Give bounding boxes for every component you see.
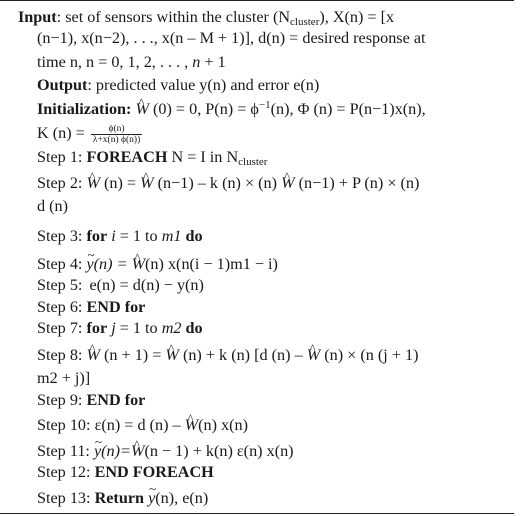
step-8-text-b: (n) + k (n) [d (n) – <box>178 346 307 364</box>
step-5 <box>37 275 204 295</box>
step-1 <box>37 147 267 167</box>
step-7-text: = 1 to <box>115 319 162 337</box>
step-8-w-hat-3: ^ W <box>307 345 320 365</box>
step-11-text-a: (n)= <box>101 442 131 460</box>
step-11 <box>37 441 294 461</box>
input-line-3b: n <box>192 53 201 71</box>
step-12-keyword: END FOREACH <box>94 463 214 481</box>
step-4-text-a: (n) = <box>93 255 132 273</box>
step-5-label: Step 5: <box>37 276 83 294</box>
input-line-3 <box>37 52 226 72</box>
init-sup: −1 <box>258 99 271 111</box>
step-7-keyword: for <box>86 319 108 337</box>
step-13-label: Step 13: <box>37 489 91 507</box>
step-3-var: i <box>111 227 116 245</box>
step-13 <box>37 488 208 508</box>
step-9-keyword: END for <box>86 391 146 409</box>
step-1-text: N = I in N <box>167 148 239 166</box>
step-13-text: (n), e(n) <box>155 489 209 507</box>
step-4-w-hat: ^ W <box>132 254 145 274</box>
step-12-label: Step 12: <box>37 463 91 481</box>
step-8-line-2: m2 + j)] <box>37 369 91 387</box>
step-3-text: = 1 to <box>115 227 162 245</box>
step-2-text-a: (n) = <box>99 174 141 192</box>
step-2-label: Step 2: <box>37 174 83 192</box>
step-1-label: Step 1: <box>37 148 83 166</box>
step-4-text-b: (n) x(n(i − 1)m1 − i) <box>145 255 278 273</box>
step-10 <box>37 415 248 435</box>
step-6-keyword: END for <box>86 298 146 316</box>
step-6 <box>37 297 145 317</box>
step-8-w-hat-2: ^ W <box>165 345 178 365</box>
step-1-sub: cluster <box>238 156 268 168</box>
step-2-w-hat: ^ W <box>86 173 99 193</box>
step-7-label: Step 7: <box>37 319 83 337</box>
step-2-text-c: (n−1) + P (n) × (n) <box>294 174 420 192</box>
step-3-label: Step 3: <box>37 227 83 245</box>
init-text-2: (n), Φ (n) = P(n−1)x(n), <box>270 100 426 118</box>
step-8-text-a: (n + 1) = <box>99 346 166 364</box>
step-10-w-hat: ^ W <box>185 415 198 435</box>
step-11-w-hat: ^ W <box>131 441 144 461</box>
step-11-text-b: (n − 1) + k(n) ε(n) x(n) <box>144 442 294 460</box>
output-line <box>37 75 319 95</box>
step-3-keyword-do: do <box>185 227 203 245</box>
step-2-w-hat-2: ^ W <box>140 173 153 193</box>
step-7 <box>37 318 203 338</box>
step-10-text-a: ε(n) = d (n) – <box>94 416 185 434</box>
input-label: Input <box>18 8 57 26</box>
k-numerator: ϕ(n) <box>91 124 142 135</box>
step-13-y-tilde: ~ y <box>148 488 155 508</box>
init-w-hat: ^ W <box>135 99 148 119</box>
input-line-3a: time n, n = 0, 1, 2, . . . , <box>37 53 193 71</box>
step-3-limit: m1 <box>161 227 182 245</box>
step-8-text-c: (n) × (n (j + 1) <box>320 346 419 364</box>
init-label: Initialization: <box>37 100 132 118</box>
step-7-limit: m2 <box>161 319 182 337</box>
step-2-text-b: (n−1) – k (n) × (n) <box>153 174 282 192</box>
step-2-line-2: d (n) <box>37 197 69 215</box>
input-text-1: : set of sensors within the cluster (N <box>56 8 291 26</box>
step-7-keyword-do: do <box>185 319 203 337</box>
init-text-1: (0) = 0, P(n) = ϕ <box>148 100 259 118</box>
step-3-keyword: for <box>86 227 108 245</box>
init-line <box>37 99 426 119</box>
input-line-1 <box>18 7 394 27</box>
step-9 <box>37 390 145 410</box>
step-8 <box>37 345 418 365</box>
step-2 <box>37 173 419 193</box>
step-1-keyword: FOREACH <box>86 148 168 166</box>
input-sub-cluster: cluster <box>290 16 320 28</box>
step-6-label: Step 6: <box>37 298 83 316</box>
step-13-keyword: Return <box>94 489 145 507</box>
step-9-label: Step 9: <box>37 391 83 409</box>
step-12 <box>37 462 214 482</box>
step-4-label: Step 4: <box>37 255 83 273</box>
step-5-text: e(n) = d(n) − y(n) <box>89 276 204 294</box>
k-text: K (n) = <box>37 124 89 142</box>
step-4 <box>37 254 278 274</box>
step-11-label: Step 11: <box>37 442 90 460</box>
output-text: : predicted value y(n) and error e(n) <box>87 76 320 94</box>
step-4-y-tilde: ~ y <box>86 254 93 274</box>
output-label: Output <box>37 76 88 94</box>
step-3 <box>37 226 203 246</box>
input-line-2: (n−1), x(n−2), . . ., x(n – M + 1)], d(n) = desired response at <box>37 29 426 47</box>
k-line <box>37 123 142 145</box>
step-8-w-hat: ^ W <box>86 345 99 365</box>
step-10-text-b: (n) x(n) <box>198 416 249 434</box>
step-10-label: Step 10: <box>37 416 91 434</box>
step-2-w-hat-3: ^ W <box>281 173 294 193</box>
input-line-3c: + 1 <box>200 53 226 71</box>
k-denominator: λ+x(n) ϕ(n)) <box>92 134 141 145</box>
step-8-label: Step 8: <box>37 346 83 364</box>
k-fraction <box>91 124 142 145</box>
step-7-var: j <box>111 319 116 337</box>
step-11-y-tilde: ~ y <box>94 441 101 461</box>
input-text-2: ), X(n) = [x <box>319 8 395 26</box>
